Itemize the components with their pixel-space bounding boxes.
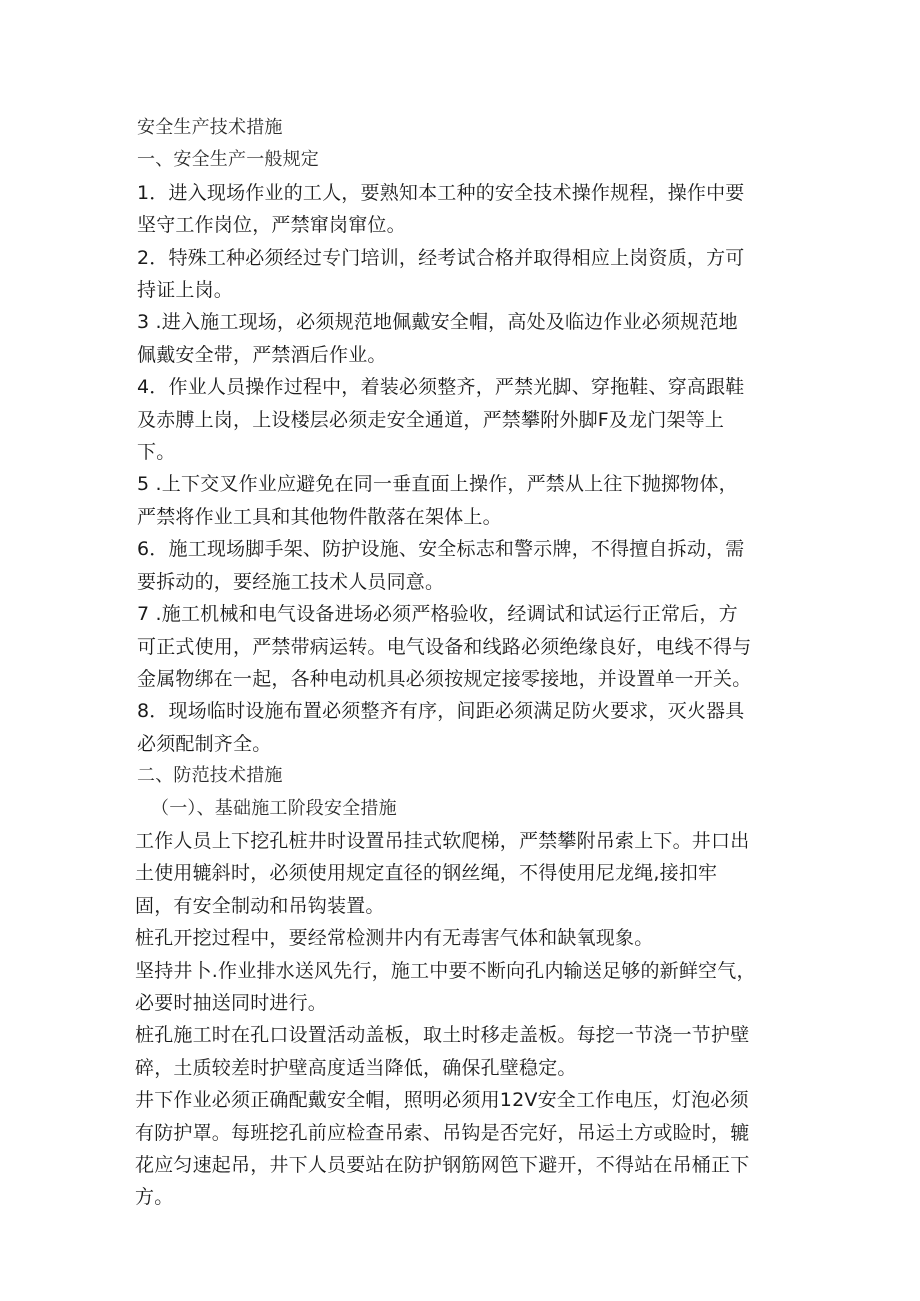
item-line: 持证上岗。 xyxy=(137,279,234,302)
item-line: 严禁将作业工具和其他物件散落在架体上。 xyxy=(137,505,502,528)
item-line: 8．现场临时设施布置必须整齐有序，间距必须满足防火要求，灭火器具 xyxy=(137,700,745,723)
item-line: 下。 xyxy=(137,441,176,464)
list-item xyxy=(137,533,797,598)
item-line: 2．特殊工种必须经过专门培训，经考试合格并取得相应上岗资质，方可 xyxy=(137,246,745,269)
paragraph xyxy=(137,825,797,922)
list-item xyxy=(137,177,797,242)
item-line: 金属物绑在一起，各种电动机具必须按规定接零接地，并设置单一开关。 xyxy=(137,667,752,690)
item-line: 要拆动的，要经施工技术人员同意。 xyxy=(137,570,445,593)
item-line: 必须配制齐全。 xyxy=(137,732,272,755)
paragraph-line: 碎，土质较差时护壁高度适当降低，确保孔壁稳定。 xyxy=(135,1056,577,1079)
list-item xyxy=(137,306,797,371)
item-line: 7 .施工机械和电气设备进场必须严格验收，经调试和试运行正常后，方 xyxy=(137,603,738,626)
paragraph-line: 方。 xyxy=(135,1186,174,1209)
list-item xyxy=(137,695,797,760)
item-line: 坚守工作岗位，严禁窜岗窜位。 xyxy=(137,214,406,237)
paragraph-line: 有防护罩。每班挖孔前应检查吊索、吊钩是否完好，吊运土方或睑时，辘 xyxy=(135,1121,750,1144)
paragraph-line: 固，有安全制动和吊钩装置。 xyxy=(135,894,385,917)
item-line: 及赤膊上岗，上设楼层必须走安全通道，严禁攀附外脚F及龙门架等上 xyxy=(137,408,725,431)
paragraph-line: 坚持井卜.作业排水送风先行，施工中要不断向孔内输送足够的新鲜空气， xyxy=(135,959,756,982)
paragraph-line: 井下作业必须正确配戴安全帽，照明必须用12V安全工作电压，灯泡必须 xyxy=(135,1089,749,1112)
item-line: 可正式使用，严禁带病运转。电气设备和线路必须绝缘良好，电线不得与 xyxy=(137,635,752,658)
paragraph-line: 土使用辘斜时，必须使用规定直径的钢丝绳，不得使用尼龙绳,接扣牢 xyxy=(135,862,718,885)
list-item xyxy=(137,242,797,307)
document-title: 安全生产技术措施 xyxy=(137,117,283,138)
paragraph xyxy=(137,1084,797,1214)
paragraph xyxy=(137,955,797,1020)
list-item xyxy=(137,468,797,533)
document-body xyxy=(137,112,797,1214)
item-line: 4．作业人员操作过程中，着装必须整齐，严禁光脚、穿拖鞋、穿高跟鞋 xyxy=(137,376,745,399)
subsection-heading-foundation: （一）、基础施工阶段安全措施 xyxy=(151,797,397,819)
item-line: 5 .上下交叉作业应避免在同一垂直面上操作，严禁从上往下抛掷物体， xyxy=(137,473,738,496)
section-heading-general-rules: 一、安全生产一般规定 xyxy=(137,149,319,171)
item-line: 3 .进入施工现场，必须规范地佩戴安全帽，高处及临边作业必须规范地 xyxy=(137,311,738,334)
paragraph-line: 必要时抽送同时进行。 xyxy=(135,991,328,1014)
paragraph-line: 桩孔开挖过程中，要经常检测井内有无毒害气体和缺氧现象。 xyxy=(135,927,654,950)
paragraph xyxy=(137,1019,797,1084)
item-line: 1．进入现场作业的工人，要熟知本工种的安全技术操作规程，操作中要 xyxy=(137,181,745,204)
list-item xyxy=(137,371,797,468)
paragraph-line: 花应匀速起吊，井下人员要站在防护钢筋网笆下避开，不得站在吊桶正下 xyxy=(135,1154,750,1176)
section-heading-prevention: 二、防范技术措施 xyxy=(137,765,283,787)
list-item xyxy=(137,598,797,695)
paragraph-line: 桩孔施工时在孔口设置活动盖板，取土时移走盖板。每挖一节浇一节护壁 xyxy=(135,1024,750,1047)
paragraph xyxy=(137,922,797,954)
item-line: 佩戴安全带，严禁酒后作业。 xyxy=(137,343,387,366)
paragraph-line: 工作人员上下挖孔桩井时设置吊挂式软爬梯，严禁攀附吊索上下。井口出 xyxy=(135,829,750,852)
item-line: 6．施工现场脚手架、防护设施、安全标志和警示牌，不得擅自拆动，需 xyxy=(137,538,745,561)
